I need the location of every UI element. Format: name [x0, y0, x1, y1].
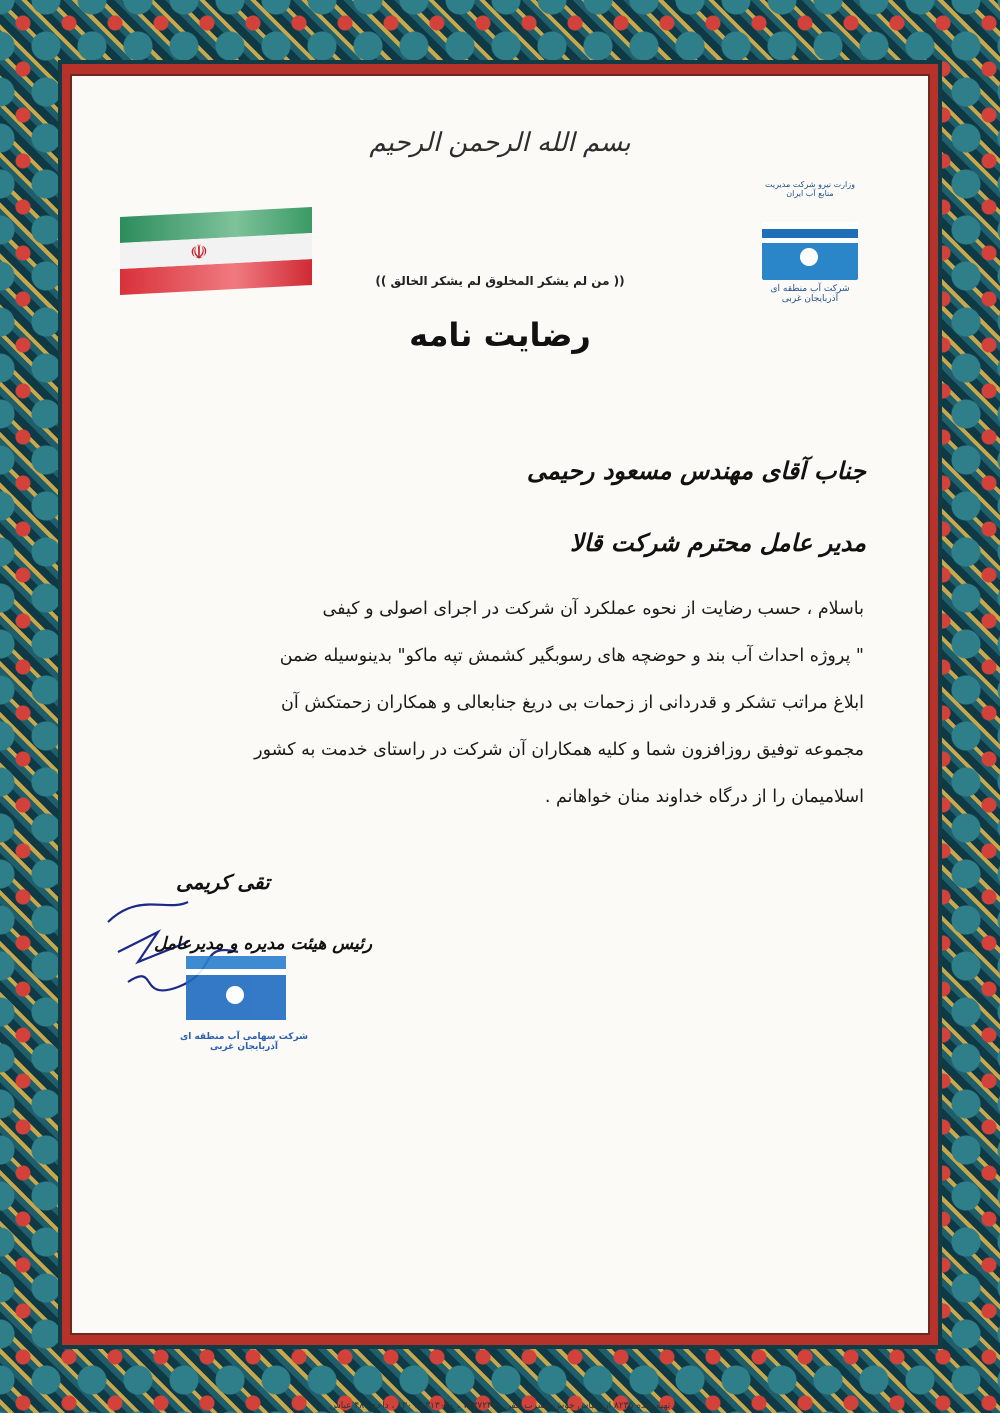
print-footer: تهیه شده ۸۲۳۵ ان عباس خوش مشرب تلفن ۷۲۳۷۲۴۷۰ ، ۱۳۱۳۰۴۰ ، ۱۳۰ ، داحد ۴۸۰ عباس [329, 1401, 671, 1411]
body-line: ابلاغ مراتب تشکر و قدردانی از زحمات بی دریغ جنابعالی و همکاران زحمتکش آن [281, 693, 864, 713]
body-line: اسلامیمان را از درگاه خداوند منان خواهانم . [544, 787, 864, 807]
water-company-logo [762, 222, 858, 280]
body-line: " پروژه احداث آب بند و حوضچه های رسوبگیر کشمش تپه ماکو" بدینوسیله ضمن [279, 646, 864, 666]
company-stamp [186, 956, 286, 1020]
emblem-icon: ☫ [190, 239, 208, 265]
recipient-role: مدیر عامل محترم شرکت قالا [570, 528, 866, 557]
page-title: رضایت نامه [409, 316, 591, 354]
letter-body [128, 586, 864, 821]
hadith-quote: (( من لم یشکر المخلوق لم یشکر الخالق )) [375, 274, 625, 288]
body-line: مجموعه توفیق روزافزون شما و کلیه همکاران آن شرکت در راستای خدمت به کشور [254, 740, 864, 760]
recipient-salutation: جناب آقای مهندس مسعود رحیمی [526, 456, 866, 485]
logo-caption: شرکت آب منطقه ای آذربایجان غربی [770, 284, 850, 304]
certificate-paper [70, 74, 930, 1335]
signer-name: تقی کریمی [176, 870, 270, 894]
bismillah-heading: بسم الله الرحمن الرحیم [369, 128, 631, 158]
logo-top-text: وزارت نیرو شرکت مدیریت منابع آب ایران [765, 180, 855, 198]
stamp-caption: شرکت سهامی آب منطقه ای آذربایجان غربی [179, 1032, 308, 1052]
signer-title: رئیس هیئت مدیره و مدیرعامل [154, 934, 373, 954]
body-line: باسلام ، حسب رضایت از نحوه عملکرد آن شرکت در اجرای اصولی و کیفی [322, 599, 864, 619]
